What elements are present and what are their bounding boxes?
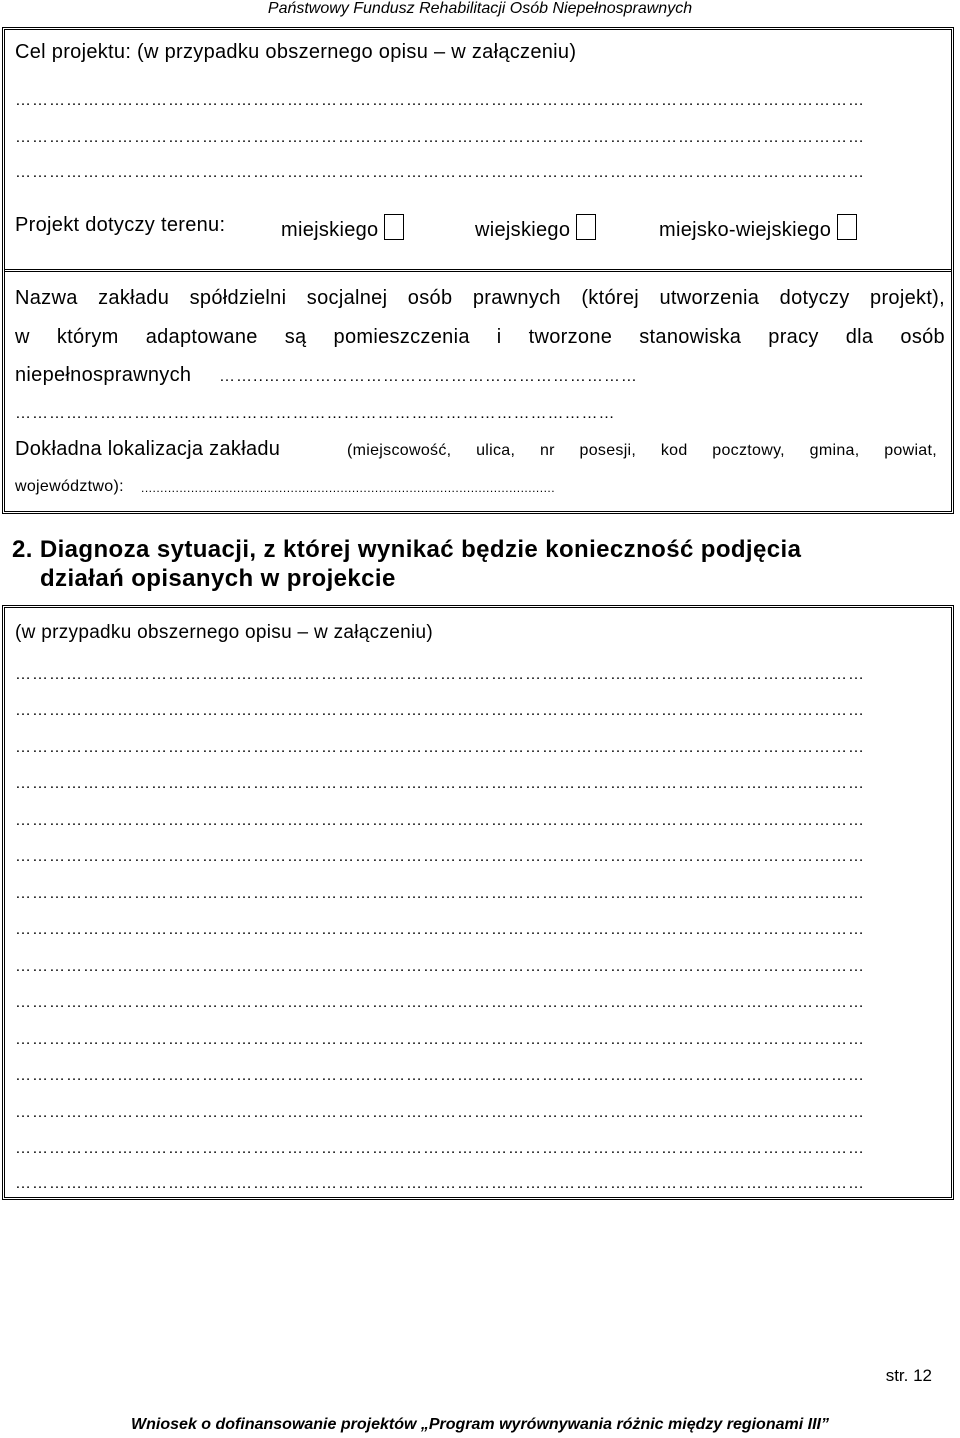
page-header: Państwowy Fundusz Rehabilitacji Osób Niepełnosprawnych xyxy=(267,0,693,17)
area-option-rural-label: wiejskiego xyxy=(475,219,571,241)
area-option-mixed-label: miejsko-wiejskiego xyxy=(659,219,832,241)
diagnosis-line[interactable]: …………………………………………………………………………………………………………………………………… xyxy=(15,1105,865,1121)
facility-name-line-2: w którym adaptowane są pomieszczenia i tworzone stanowiska pracy dla osób xyxy=(15,326,945,348)
diagnosis-box xyxy=(2,605,954,1200)
area-urban-checkbox[interactable] xyxy=(384,214,404,240)
section-2-title-line-1: 2. Diagnoza sytuacji, z której wynikać będzie konieczność podjęcia xyxy=(12,536,802,563)
diagnosis-note: (w przypadku obszernego opisu – w załączeniu) xyxy=(15,622,433,643)
area-option-rural[interactable] xyxy=(475,214,596,242)
project-goal-label: Cel projektu: (w przypadku obszernego opisu – w załączeniu) xyxy=(15,41,577,63)
diagnosis-line[interactable]: …………………………………………………………………………………………………………………………………… xyxy=(15,1068,865,1084)
voivodeship-label: województwo): xyxy=(15,478,124,495)
diagnosis-line[interactable]: …………………………………………………………………………………………………………………………………… xyxy=(15,922,865,938)
location-field[interactable]: ............................................................................................................ xyxy=(141,481,556,495)
diagnosis-line[interactable]: …………………………………………………………………………………………………………………………………… xyxy=(15,995,865,1011)
location-label xyxy=(15,438,280,461)
diagnosis-line[interactable]: …………………………………………………………………………………………………………………………………… xyxy=(15,849,865,865)
diagnosis-line[interactable]: …………………………………………………………………………………………………………………………………… xyxy=(15,776,865,792)
page-footer: Wniosek o dofinansowanie projektów „Program wyrównywania różnic między regionami III” xyxy=(131,1416,829,1433)
location-hint: (miejscowość, ulica, nr posesji, kod pocztowy, gmina, powiat, xyxy=(347,442,937,459)
project-goal-line-2[interactable]: …………………………………………………………………………………………………………………………………… xyxy=(15,130,865,146)
area-type-label: Projekt dotyczy terenu: xyxy=(15,214,226,236)
diagnosis-line[interactable]: …………………………………………………………………………………………………………………………………… xyxy=(15,1032,865,1048)
diagnosis-line[interactable]: …………………………………………………………………………………………………………………………………… xyxy=(15,1176,865,1192)
section-2-title xyxy=(12,535,942,593)
facility-name-field-1[interactable]: ……..………………………………………………………… xyxy=(219,369,638,385)
diagnosis-line[interactable]: …………………………………………………………………………………………………………………………………… xyxy=(15,740,865,756)
area-option-urban-label: miejskiego xyxy=(281,219,379,241)
section-2-title-line-2: działań opisanych w projekcie xyxy=(40,565,396,592)
diagnosis-line[interactable]: …………………………………………………………………………………………………………………………………… xyxy=(15,886,865,902)
project-info-box xyxy=(2,27,954,514)
area-rural-checkbox[interactable] xyxy=(576,214,596,240)
area-mixed-checkbox[interactable] xyxy=(837,214,857,240)
diagnosis-line[interactable]: …………………………………………………………………………………………………………………………………… xyxy=(15,959,865,975)
location-label-text: Dokładna lokalizacja zakładu xyxy=(15,438,281,460)
project-goal-line-1[interactable]: …………………………………………………………………………………………………………………………………… xyxy=(15,93,865,109)
project-goal-line-3[interactable]: …………………………………………………………………………………………………………………………………… xyxy=(15,165,865,181)
page-number: str. 12 xyxy=(885,1366,932,1385)
diagnosis-line[interactable]: …………………………………………………………………………………………………………………………………… xyxy=(15,1141,865,1157)
diagnosis-line[interactable]: …………………………………………………………………………………………………………………………………… xyxy=(15,703,865,719)
diagnosis-line[interactable]: …………………………………………………………………………………………………………………………………… xyxy=(15,813,865,829)
facility-name-field-2[interactable]: ……………………….…………………………………………………………………… xyxy=(15,406,616,422)
diagnosis-line[interactable]: …………………………………………………………………………………………………………………………………… xyxy=(15,667,865,683)
area-option-mixed[interactable] xyxy=(659,214,857,242)
facility-name-line-1: Nazwa zakładu spółdzielni socjalnej osób prawnych (której utworzenia dotyczy projekt), xyxy=(15,287,945,309)
area-option-urban[interactable] xyxy=(281,214,404,242)
section-divider xyxy=(5,269,951,272)
facility-name-line-3: niepełnosprawnych xyxy=(15,364,192,386)
